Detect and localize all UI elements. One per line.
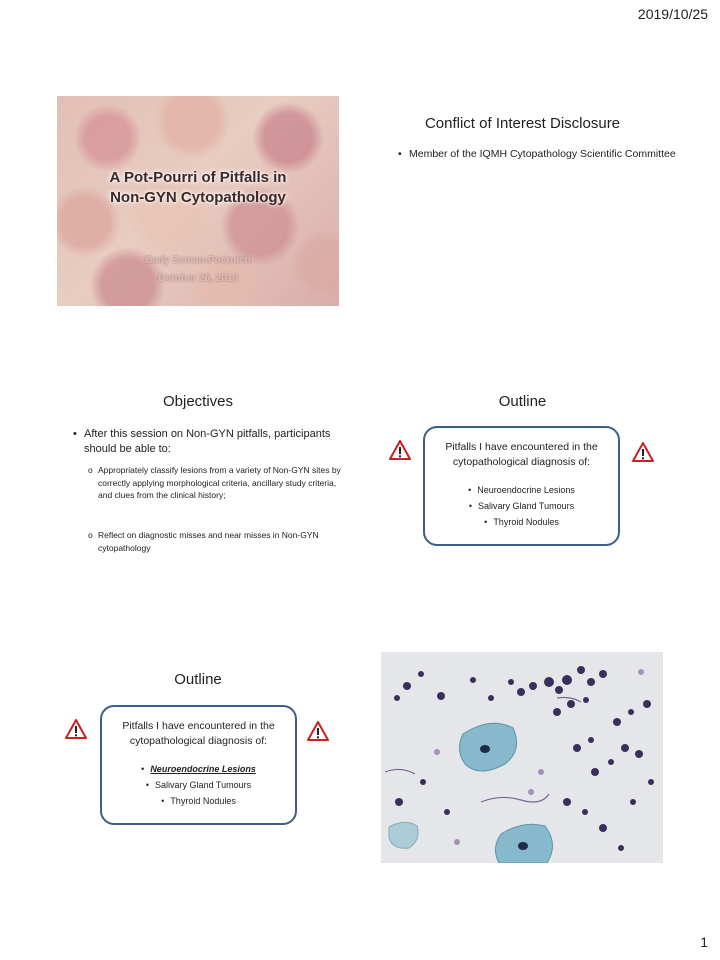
- title-slide-thumbnail: [57, 96, 339, 306]
- outline-box: [423, 426, 620, 546]
- outline-box: [100, 705, 297, 825]
- warning-icon: [307, 721, 329, 741]
- objectives-sub-bullet: o Reflect on diagnostic misses and near misses in Non-GYN cytopathology: [88, 529, 348, 554]
- conflict-disclosure-bullet: • Member of the IQMH Cytopathology Scientific Committee: [398, 147, 699, 161]
- objectives-title: Objectives: [162, 393, 234, 410]
- outline-item-highlighted: • Neuroendocrine Lesions: [102, 761, 295, 777]
- presentation-date: October 26, 2019: [157, 273, 239, 284]
- objectives-main-bullet: • After this session on Non-GYN pitfalls, participants should be able to:: [73, 427, 349, 457]
- objectives-sub-bullet: o Appropriately classify lesions from a variety of Non-GYN sites by correctly applying morphological criteria, ancillary study criteria, and clues from the clinical history;: [88, 464, 348, 502]
- outline-list: [425, 482, 618, 530]
- outline-item: • Salivary Gland Tumours: [425, 498, 618, 514]
- header-date: 2019/10/25: [637, 6, 708, 22]
- outline-title: Outline: [174, 671, 222, 688]
- warning-icon: [389, 440, 411, 460]
- outline-item: • Thyroid Nodules: [102, 793, 295, 809]
- presenter-info: [57, 252, 339, 288]
- warning-icon: [632, 442, 654, 462]
- outline-intro: Pitfalls I have encountered in the cytopathological diagnosis of:: [445, 441, 598, 468]
- warning-icon: [65, 719, 87, 739]
- cytology-micrograph: [381, 652, 663, 863]
- outline-list: [102, 761, 295, 809]
- presentation-title: A Pot-Pourri of Pitfalls in Non-GYN Cytopathology: [109, 169, 287, 206]
- page-number: 1: [700, 934, 708, 950]
- outline-title: Outline: [498, 393, 547, 410]
- outline-item: • Thyroid Nodules: [425, 514, 618, 530]
- micrograph-image: [381, 652, 663, 863]
- outline-item: • Neuroendocrine Lesions: [425, 482, 618, 498]
- outline-item: • Salivary Gland Tumours: [102, 777, 295, 793]
- conflict-disclosure-title: Conflict of Interest Disclosure: [424, 115, 621, 132]
- presenter-name: Cady Zeman-Pocrnich: [145, 255, 251, 266]
- outline-intro: Pitfalls I have encountered in the cytopathological diagnosis of:: [122, 720, 275, 747]
